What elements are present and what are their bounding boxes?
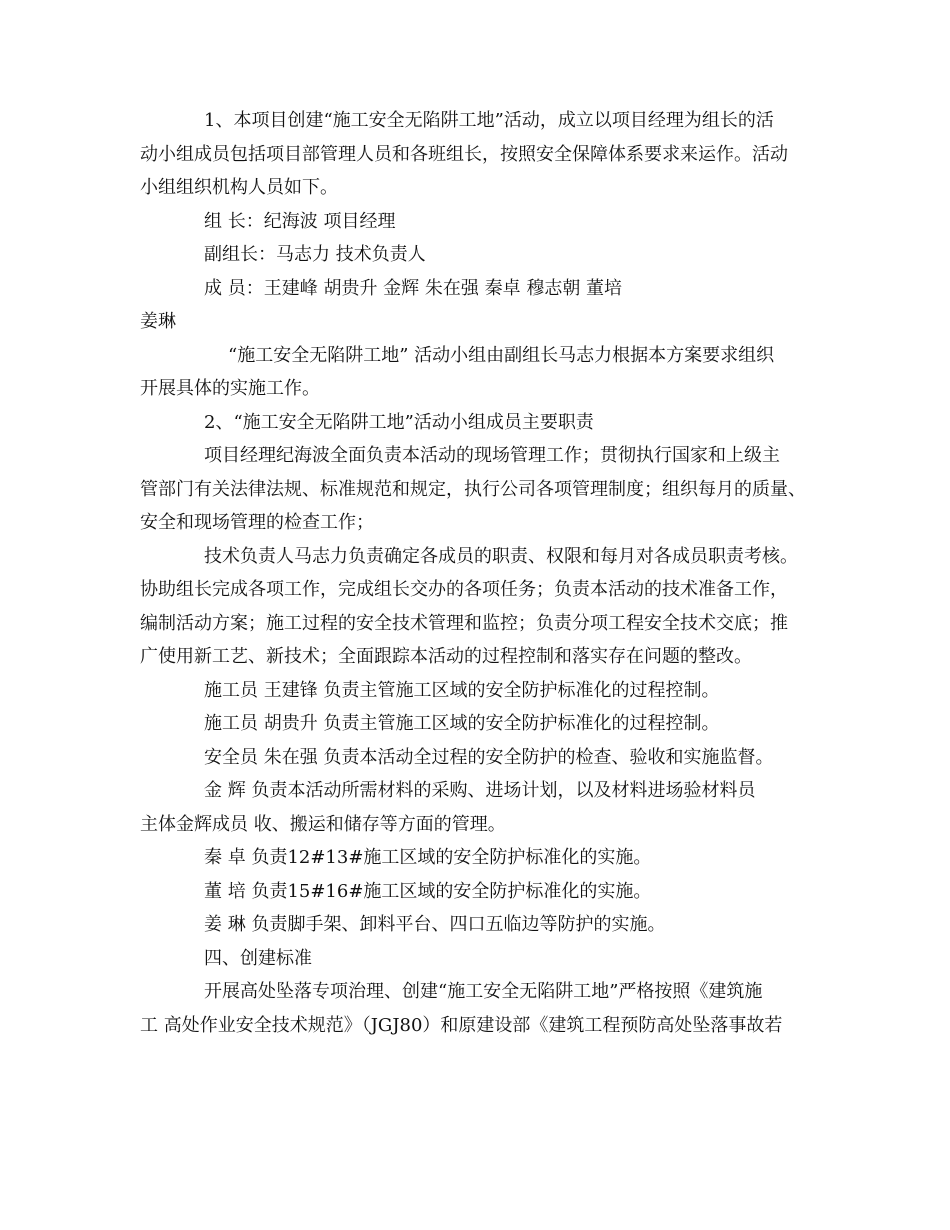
paragraph-line: 管部门有关法律法规、标准规范和规定，执行公司各项管理制度；组织每月的质量、 [140, 478, 806, 500]
paragraph-line: 2、“施工安全无陷阱工地”活动小组成员主要职责 [204, 411, 594, 433]
paragraph-line: 秦 卓 负责12#13#施工区域的安全防护标准化的实施。 [204, 847, 652, 868]
paragraph-line: 工 高处作业安全技术规范》（JGJ80）和原建设部《建筑工程预防高处坠落事故若 [140, 1014, 783, 1036]
paragraph-line: 技术负责人马志力负责确定各成员的职责、权限和每月对各成员职责考核。 [204, 545, 798, 567]
paragraph-line: 成 员：王建峰 胡贵升 金辉 朱在强 秦卓 穆志朝 董培 [204, 277, 623, 299]
paragraph-line: 广使用新工艺、新技术；全面跟踪本活动的过程控制和落实存在问题的整改。 [140, 646, 752, 667]
paragraph-line: 开展高处坠落专项治理、创建“施工安全无陷阱工地”严格按照《建筑施 [204, 981, 763, 1002]
paragraph-line: 开展具体的实施工作。 [140, 378, 320, 399]
paragraph-line: 编制活动方案；施工过程的安全技术管理和监控；负责分项工程安全技术交底；推 [140, 612, 788, 634]
paragraph-line: 小组组织机构人员如下。 [140, 177, 338, 198]
paragraph-line: 动小组成员包括项目部管理人员和各班组长，按照安全保障体系要求来运作。活动 [140, 143, 788, 165]
paragraph-line: “施工安全无陷阱工地” 活动小组由副组长马志力根据本方案要求组织 [228, 344, 775, 366]
paragraph-line: 姜琳 [140, 311, 176, 332]
paragraph-line: 协助组长完成各项工作，完成组长交办的各项任务；负责本活动的技术准备工作， [140, 579, 788, 600]
paragraph-line: 组 长：纪海波 项目经理 [204, 210, 396, 232]
paragraph-line: 施工员 胡贵升 负责主管施工区域的安全防护标准化的过程控制。 [204, 713, 720, 734]
paragraph-line: 四、创建标准 [204, 947, 312, 969]
paragraph-line: 1、本项目创建“施工安全无陷阱工地”活动，成立以项目经理为组长的活 [204, 110, 774, 131]
paragraph-line: 项目经理纪海波全面负责本活动的现场管理工作；贯彻执行国家和上级主 [204, 445, 780, 466]
paragraph-line: 副组长：马志力 技术负责人 [204, 244, 426, 265]
paragraph-line: 安全员 朱在强 负责本活动全过程的安全防护的检查、验收和实施监督。 [204, 746, 774, 768]
paragraph-line: 姜 琳 负责脚手架、卸料平台、四口五临边等防护的实施。 [204, 914, 666, 935]
paragraph-line: 施工员 王建锋 负责主管施工区域的安全防护标准化的过程控制。 [204, 679, 720, 701]
paragraph-line: 安全和现场管理的检查工作； [140, 512, 374, 533]
paragraph-line: 金 辉 负责本活动所需材料的采购、进场计划，以及材料进场验材料员 [204, 780, 756, 801]
document-page [140, 104, 820, 1042]
paragraph-line: 董 培 负责15#16#施工区域的安全防护标准化的实施。 [204, 880, 652, 902]
paragraph-line: 主体金辉成员 收、搬运和储存等方面的管理。 [140, 813, 506, 835]
